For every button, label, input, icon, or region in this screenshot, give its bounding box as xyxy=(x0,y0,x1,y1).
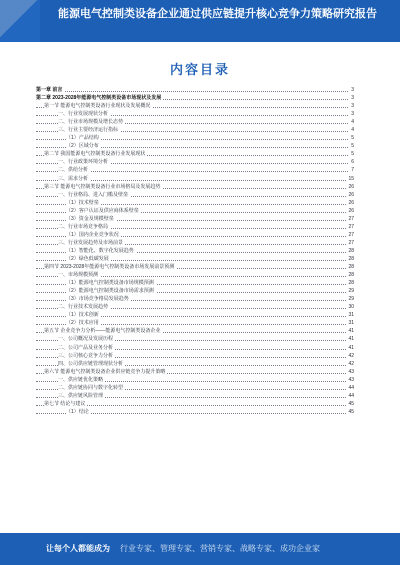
toc-entry[interactable] xyxy=(36,183,354,191)
toc-entry-page: 3 xyxy=(351,95,354,102)
toc-entry[interactable] xyxy=(36,223,354,231)
toc-entry-page: 4 xyxy=(351,119,354,126)
header-accent-shape xyxy=(0,0,40,42)
toc-entry-page: 43 xyxy=(348,368,354,375)
toc-entry-text: （2）客户认证及供应商体系壁垒 xyxy=(66,207,139,214)
toc-entry-page: 27 xyxy=(348,223,354,230)
toc-entry-text: 二、供给分析 xyxy=(58,167,89,174)
table-of-contents xyxy=(36,86,354,416)
toc-entry-text: 第五节 企业竞争力分析——能源电气控制类设备企业 xyxy=(44,328,161,335)
toc-entry-text: 第二节 我国能源电气控制类设备行业发展现状 xyxy=(44,151,146,158)
toc-entry[interactable] xyxy=(36,191,354,199)
toc-entry-page: 7 xyxy=(351,167,354,174)
toc-entry-page: 15 xyxy=(348,175,354,182)
toc-entry[interactable] xyxy=(36,86,354,94)
page-header xyxy=(0,0,400,42)
toc-entry[interactable] xyxy=(36,94,354,102)
toc-entry-text: 第六节 能源电气控制类设备企业供应链竞争力提升策略 xyxy=(44,368,166,375)
toc-entry-text: （1）技术创新 xyxy=(66,312,99,319)
toc-entry[interactable] xyxy=(36,352,354,360)
toc-entry-page: 28 xyxy=(348,280,354,287)
toc-entry[interactable] xyxy=(36,384,354,392)
toc-entry[interactable] xyxy=(36,263,354,271)
toc-entry-page: 5 xyxy=(351,143,354,150)
footer-slogan-right: 行业专家、管理专家、营销专家、战略专家、成功企业家 xyxy=(120,544,320,553)
toc-entry-text: 二、供应链协同与数字化转型 xyxy=(58,384,124,391)
toc-entry[interactable] xyxy=(36,360,354,368)
toc-entry-page: 42 xyxy=(348,352,354,359)
toc-entry-page: 44 xyxy=(348,384,354,391)
toc-entry-page: 27 xyxy=(348,231,354,238)
toc-entry[interactable] xyxy=(36,303,354,311)
toc-entry-text: （2）能源电气控制类设备市场需求预测 xyxy=(66,288,154,295)
toc-entry-text: （1）技术壁垒 xyxy=(66,199,99,206)
toc-entry-page: 29 xyxy=(348,288,354,295)
toc-entry-page: 4 xyxy=(351,127,354,134)
toc-entry-text: （1）能源电气控制类设备市场规模预测 xyxy=(66,280,154,287)
toc-entry[interactable] xyxy=(36,199,354,207)
toc-entry[interactable] xyxy=(36,126,354,134)
toc-entry-page: 42 xyxy=(348,360,354,367)
toc-entry[interactable] xyxy=(36,110,354,118)
toc-entry-page: 41 xyxy=(348,344,354,351)
toc-entry[interactable] xyxy=(36,376,354,384)
toc-entry-page: 41 xyxy=(348,328,354,335)
toc-entry-text: 一、市场规模预测 xyxy=(58,272,99,279)
toc-entry-text: （3）资金及规模壁垒 xyxy=(66,215,114,222)
toc-entry-page: 45 xyxy=(348,400,354,407)
toc-entry-text: 第一章 前言 xyxy=(36,87,63,93)
toc-entry-page: 45 xyxy=(348,408,354,415)
toc-entry-page: 29 xyxy=(348,296,354,303)
footer-slogan-left: 让每个人都能成为 xyxy=(46,544,110,553)
toc-entry[interactable] xyxy=(36,231,354,239)
toc-entry-text: 三、行业主要经济运行指标 xyxy=(58,127,119,134)
toc-entry[interactable] xyxy=(36,118,354,126)
toc-entry[interactable] xyxy=(36,150,354,158)
toc-entry-page: 27 xyxy=(348,239,354,246)
toc-entry-page: 44 xyxy=(348,392,354,399)
toc-entry-text: （1）结论 xyxy=(66,408,89,415)
toc-entry[interactable] xyxy=(36,247,354,255)
toc-entry[interactable] xyxy=(36,175,354,183)
toc-entry-text: 第七节 结论与建议 xyxy=(44,400,86,407)
toc-entry-text: （2）区域分布 xyxy=(66,143,99,150)
toc-entry-text: （1）智能化、数字化发展趋势 xyxy=(66,247,134,254)
toc-entry-text: 第四节 2023-2028年能源电气控制类设备市场发展前景预测 xyxy=(44,264,175,271)
toc-entry[interactable] xyxy=(36,287,354,295)
toc-entry[interactable] xyxy=(36,319,354,327)
toc-entry-page: 3 xyxy=(351,87,354,93)
toc-entry-text: 一、行业格局、进入门槛及壁垒 xyxy=(58,191,129,198)
toc-entry-text: 第三节 能源电气控制类设备行业市场格局及发展趋势 xyxy=(44,183,161,190)
toc-entry-text: 二、行业市场竞争格局 xyxy=(58,223,109,230)
toc-entry[interactable] xyxy=(36,335,354,343)
toc-entry-page: 3 xyxy=(351,103,354,110)
toc-entry-page: 43 xyxy=(348,376,354,383)
toc-entry-text: （3）市场竞争格局发展趋势 xyxy=(66,296,129,303)
toc-entry[interactable] xyxy=(36,295,354,303)
toc-entry-text: 二、行业技术发展趋势 xyxy=(58,304,109,311)
toc-entry[interactable] xyxy=(36,368,354,376)
toc-entry-text: 一、公司概况及发展历程 xyxy=(58,336,114,343)
toc-entry[interactable] xyxy=(36,158,354,166)
toc-entry-page: 26 xyxy=(348,183,354,190)
toc-entry-page: 28 xyxy=(348,247,354,254)
toc-entry-page: 28 xyxy=(348,272,354,279)
toc-entry-text: 二、公司产品及业务分析 xyxy=(58,344,114,351)
toc-entry[interactable] xyxy=(36,279,354,287)
toc-entry-page: 27 xyxy=(348,215,354,222)
toc-entry-page: 31 xyxy=(348,312,354,319)
toc-entry-text: 三、供应链风险管理 xyxy=(58,392,104,399)
report-title: 能源电气控制类设备企业通过供应链提升核心竞争力策略研究报告 xyxy=(58,8,377,20)
toc-entry-text: 第一节 能源电气控制类设备行业现状及发展概况 xyxy=(44,103,151,110)
toc-entry-text: 三、需求分析 xyxy=(58,175,89,182)
toc-entry-text: （1）国内企业竞争状况 xyxy=(66,231,119,238)
toc-entry-text: （1）产品结构 xyxy=(66,135,99,142)
toc-leader-dots xyxy=(36,91,354,92)
toc-entry-page: 5 xyxy=(351,151,354,158)
toc-entry-text: 第二章 2023-2028年能源电气控制类设备市场现状及发展 xyxy=(36,95,162,102)
toc-entry[interactable] xyxy=(36,327,354,335)
toc-entry-page: 28 xyxy=(348,264,354,271)
toc-entry[interactable] xyxy=(36,408,354,416)
toc-entry-page: 6 xyxy=(351,159,354,166)
toc-entry[interactable] xyxy=(36,311,354,319)
toc-entry[interactable] xyxy=(36,215,354,223)
toc-entry-page: 26 xyxy=(348,191,354,198)
toc-entry-text: 三、公司核心竞争力分析 xyxy=(58,352,114,359)
toc-entry-page: 41 xyxy=(348,336,354,343)
toc-entry-page: 26 xyxy=(348,199,354,206)
toc-entry-page: 3 xyxy=(351,111,354,118)
toc-entry-text: 一、供应链优化策略 xyxy=(58,376,104,383)
toc-entry-page: 31 xyxy=(348,320,354,327)
toc-entry[interactable] xyxy=(36,239,354,247)
toc-entry[interactable] xyxy=(36,400,354,408)
toc-entry-text: 一、行业政策环境分析 xyxy=(58,159,109,166)
toc-entry[interactable] xyxy=(36,166,354,174)
toc-entry-text: 二、行业市场规模及增长态势 xyxy=(58,119,124,126)
toc-entry-page: 28 xyxy=(348,255,354,262)
toc-entry[interactable] xyxy=(36,392,354,400)
toc-entry-page: 26 xyxy=(348,207,354,214)
toc-entry-page: 5 xyxy=(351,135,354,142)
toc-entry[interactable] xyxy=(36,102,354,110)
toc-entry-text: （2）绿色低碳发展 xyxy=(66,255,109,262)
toc-entry-text: 四、公司供应链管理现状分析 xyxy=(58,360,124,367)
toc-entry[interactable] xyxy=(36,134,354,142)
page-footer xyxy=(0,533,400,565)
toc-entry-text: （2）技术应用 xyxy=(66,320,99,327)
toc-entry[interactable] xyxy=(36,142,354,150)
toc-entry[interactable] xyxy=(36,344,354,352)
toc-entry[interactable] xyxy=(36,271,354,279)
toc-entry-text: 三、行业发展趋势及市场前景 xyxy=(58,239,124,246)
toc-heading: 内容目录 xyxy=(169,62,230,77)
toc-entry-page: 30 xyxy=(348,304,354,311)
toc-entry[interactable] xyxy=(36,255,354,263)
toc-entry-text: 一、行业发展现状分析 xyxy=(58,111,109,118)
toc-entry[interactable] xyxy=(36,207,354,215)
